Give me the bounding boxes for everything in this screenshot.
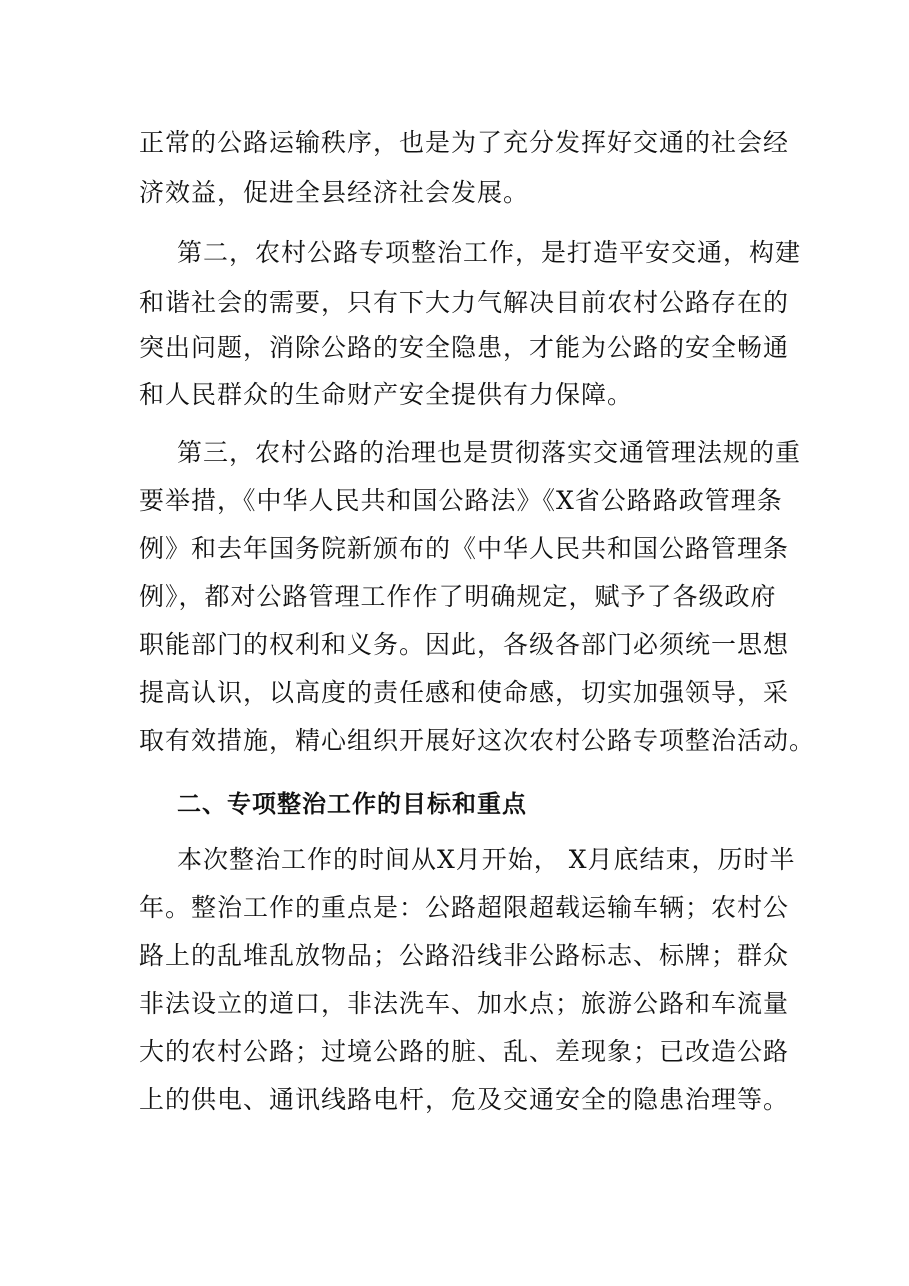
paragraph-2-line-3: 突出问题，消除公路的安全隐患，才能为公路的安全畅通 xyxy=(139,333,790,362)
paragraph-2-line-1: 第二，农村公路专项整治工作，是打造平安交通，构建 xyxy=(177,238,802,267)
paragraph-3-line-6: 提高认识，以高度的责任感和使命感，切实加强领导，采 xyxy=(139,678,790,707)
paragraph-1-line-2: 济效益，促进全县经济社会发展。 xyxy=(139,178,530,207)
paragraph-3-line-5: 职能部门的权利和义务。因此，各级各部门必须统一思想 xyxy=(139,630,790,659)
paragraph-3-line-2: 要举措，《中华人民共和国公路法》《X省公路路政管理条 xyxy=(139,486,783,515)
paragraph-4-line-2: 年。整治工作的重点是：公路超限超载运输车辆；农村公 xyxy=(139,893,790,922)
paragraph-4-line-1: 本次整治工作的时间从X月开始， X月底结束，历时半 xyxy=(177,845,796,874)
paragraph-2-line-4: 和人民群众的生命财产安全提供有力保障。 xyxy=(139,380,634,409)
paragraph-3-line-4: 例》，都对公路管理工作作了明确规定，赋予了各级政府 xyxy=(139,582,777,611)
paragraph-3-line-3: 例》和去年国务院新颁布的《中华人民共和国公路管理条 xyxy=(139,534,790,563)
paragraph-1-line-1: 正常的公路运输秩序，也是为了充分发挥好交通的社会经 xyxy=(139,128,790,157)
paragraph-3-line-7: 取有效措施，精心组织开展好这次农村公路专项整治活动。 xyxy=(139,726,816,755)
paragraph-4-line-6: 上的供电、通讯线路电杆，危及交通安全的隐患治理等。 xyxy=(139,1085,790,1114)
paragraph-2-line-2: 和谐社会的需要，只有下大力气解决目前农村公路存在的 xyxy=(139,288,790,317)
paragraph-3-line-1: 第三，农村公路的治理也是贯彻落实交通管理法规的重 xyxy=(177,438,802,467)
paragraph-4-line-4: 非法设立的道口，非法洗车、加水点；旅游公路和车流量 xyxy=(139,989,790,1018)
paragraph-4-line-5: 大的农村公路；过境公路的脏、乱、差现象；已改造公路 xyxy=(139,1037,790,1066)
section-heading: 二、专项整治工作的目标和重点 xyxy=(177,790,527,818)
paragraph-4-line-3: 路上的乱堆乱放物品；公路沿线非公路标志、标牌；群众 xyxy=(139,941,790,970)
